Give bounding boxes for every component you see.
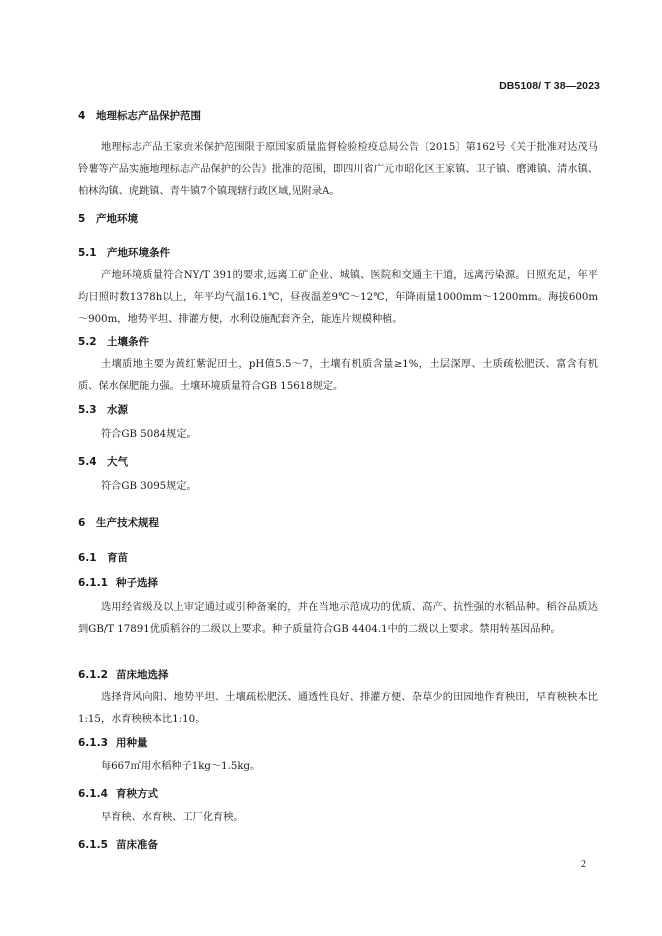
section-5-4-heading (78, 454, 128, 469)
section-6-1-4-heading (78, 786, 158, 801)
section-number: 6 (78, 517, 86, 529)
section-number: 4 (78, 110, 86, 122)
section-title: 育苗 (107, 552, 128, 564)
section-5-2-heading (78, 334, 149, 349)
section-5-1-heading (78, 245, 170, 260)
section-title: 大气 (107, 456, 128, 468)
section-title: 用种量 (116, 737, 148, 749)
section-6-1-heading (78, 550, 128, 565)
section-title: 种子选择 (116, 577, 158, 589)
section-5-4-paragraph: 符合GB 3095规定。 (101, 481, 197, 492)
section-title: 产地环境 (96, 213, 138, 225)
section-title: 苗床地选择 (116, 669, 169, 681)
section-title: 生产技术规程 (96, 517, 159, 529)
section-number: 5 (78, 213, 86, 225)
section-4-paragraph: 地理标志产品王家贡米保护范围限于原国家质量监督检验检疫总局公告〔2015〕第162号《关于批准对达茂马铃薯等产品实施地理标志产品保护的公告》批准的范围，即四川省广元市昭化区王家镇、卫子镇、磨滩镇、清水镇、柏林沟镇、虎跳镇、青牛镇7个镇现辖行政区域,见附录A。 (78, 142, 598, 197)
section-title: 水源 (107, 404, 128, 416)
section-number: 6.1 (78, 552, 97, 564)
section-6-1-1-heading (78, 575, 158, 590)
section-number: 6.1.4 (78, 788, 108, 800)
section-6-1-1-paragraph: 选用经省级及以上审定通过或引种备案的，并在当地示范成功的优质、高产、抗性强的水稻品种。稻谷品质达到GB/T 17891优质稻谷的二级以上要求。种子质量符合GB 4404.1中的二级以上要求。禁用转基因品种。 (78, 602, 598, 635)
section-number: 5.3 (78, 404, 97, 416)
section-6-1-3-heading (78, 735, 148, 750)
section-title: 地理标志产品保护范围 (96, 110, 201, 122)
section-6-heading (78, 515, 159, 530)
section-title: 育秧方式 (116, 788, 158, 800)
section-number: 5.2 (78, 336, 97, 348)
section-title: 产地环境条件 (107, 247, 170, 259)
section-6-1-3-paragraph: 每667㎡用水稻种子1kg～1.5kg。 (101, 761, 261, 772)
section-5-3-heading (78, 402, 128, 417)
section-5-2-paragraph: 土壤质地主要为黄红紫泥田土，pH值5.5～7，土壤有机质含量≥1%，土层深厚、土质疏松肥沃、富含有机质、保水保肥能力强。土壤环境质量符合GB 15618规定。 (78, 359, 598, 392)
section-number: 6.1.3 (78, 737, 108, 749)
section-title: 苗床准备 (116, 839, 158, 851)
section-number: 5.1 (78, 247, 97, 259)
section-number: 6.1.2 (78, 669, 108, 681)
section-6-1-4-paragraph: 早育秧、水育秧、工厂化育秧。 (101, 812, 244, 823)
section-title: 土壤条件 (107, 336, 149, 348)
document-code: DB5108/ T 38—2023 (499, 80, 600, 92)
page-number: 2 (581, 859, 586, 870)
section-5-1-paragraph: 产地环境质量符合NY/T 391的要求,远离工矿企业、城镇、医院和交通主干道，远离污染源。日照充足，年平均日照时数1378h以上，年平均气温16.1℃，昼夜温差9℃～12℃，年降雨量1000mm～1200mm。海拔600m～900m，地势平坦、排灌方便，水利设施配套齐全，能连片规模种植。 (78, 270, 598, 325)
section-6-1-5-heading (78, 837, 158, 852)
section-number: 6.1.1 (78, 577, 108, 589)
section-6-1-2-paragraph: 选择背风向阳、地势平坦、土壤疏松肥沃、通透性良好、排灌方便、杂草少的田园地作育秧田，早育秧秧本比1:15，水育秧秧本比1:10。 (78, 692, 598, 725)
section-6-1-2-heading (78, 667, 169, 682)
section-number: 6.1.5 (78, 839, 108, 851)
section-5-heading (78, 211, 138, 226)
section-5-3-paragraph: 符合GB 5084规定。 (101, 429, 197, 440)
section-4-heading (78, 108, 201, 123)
section-number: 5.4 (78, 456, 97, 468)
